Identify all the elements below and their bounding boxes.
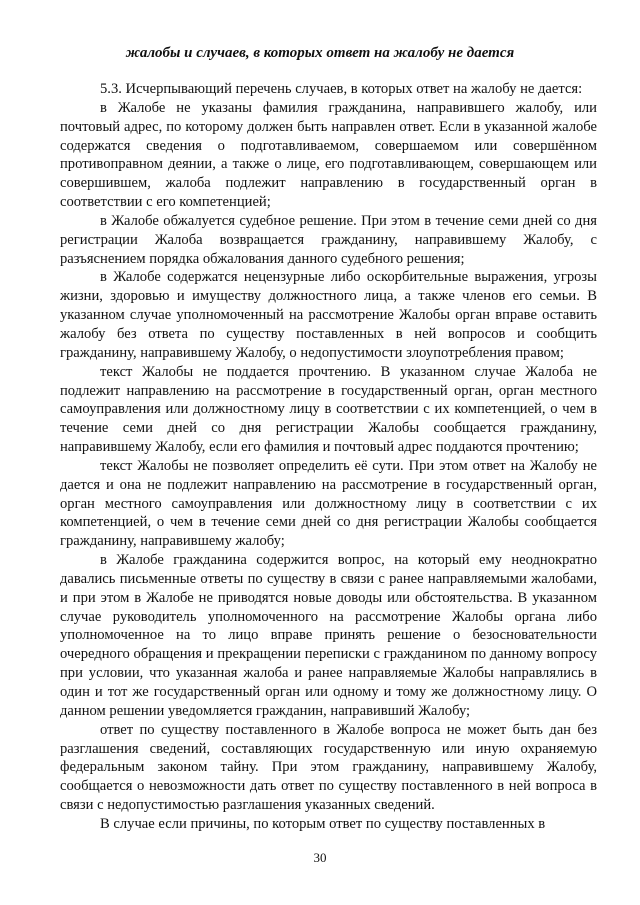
page-number: 30 [313, 850, 327, 865]
section-heading: жалобы и случаев, в которых ответ на жалобу не дается [125, 45, 515, 61]
paragraph-obscene-content: в Жалобе содержатся нецензурные либо оскорбительные выражения, угрозы жизни, здоровью и имуществу должностного лица, а также членов его семьи. В указанном случае уполномоченный на рассмотрение Жалобы орган вправе оставить жалобу без ответа по существу поставленных в ней вопросов и сообщить гражданину, направившему Жалобу, о недопустимости злоупотребления правом; [60, 269, 597, 361]
paragraph-continuation: В случае если причины, по которым ответ по существу поставленных в [100, 815, 546, 832]
paragraph-intro: 5.3. Исчерпывающий перечень случаев, в которых ответ на жалобу не дается: [100, 81, 583, 97]
paragraph-court-decision: в Жалобе обжалуется судебное решение. При этом в течение семи дней со дня регистрации Жалоба возвращается гражданину, направившему Жалобу, с разъяснением порядка обжалования данного судебного решения; [60, 212, 597, 267]
paragraph-unreadable-text: текст Жалобы не поддается прочтению. В указанном случае Жалоба не подлежит направлению на рассмотрение в государственный орган, орган местного самоуправления или должностному лицу в соответствии с их компетенцией, о чем в течение семи дней со дня регистрации Жалобы сообщается гражданину, направившему Жалобу, если его фамилия и почтовый адрес поддаются прочтению; [60, 363, 597, 456]
paragraph-state-secret: ответ по существу поставленного в Жалобе вопроса не может быть дан без разглашения сведений, составляющих государственную или иную охраняемую федеральным законом тайну. При этом гражданину, направившему Жалобу, сообщается о невозможности дать ответ по существу поставленного в ней вопроса в связи с недопустимостью разглашения указанных сведений. [60, 721, 597, 814]
paragraph-no-name-address: в Жалобе не указаны фамилия гражданина, направившего жалобу, или почтовый адрес, по которому должен быть направлен ответ. Если в указанной жалобе содержатся сведения о подготавливаемом, совершаемом или совершённом противоправном деянии, а также о лице, его подготавливающем, совершающем или совершившем, жалоба подлежит направлению в государственный орган в соответствии с его компетенцией; [60, 99, 597, 211]
document-body [60, 80, 597, 834]
paragraph-repeated-question: в Жалобе гражданина содержится вопрос, на который ему неоднократно давались письменные ответы по существу в связи с ранее направляемыми жалобами, и при этом в Жалобе не приводятся новые доводы или обстоятельства. В указанном случае руководитель уполномоченного на рассмотрение Жалобы органа либо уполномоченное на то лицо вправе принять решение о безосновательности очередного обращения и прекращении переписки с гражданином по данному вопросу при условии, что указанная жалоба и ранее направляемые Жалобы направлялись в один и тот же государственный орган или одному и тому же должностному лицу. О данном решении уведомляется гражданин, направивший Жалобу; [60, 552, 597, 719]
paragraph-unclear-essence: текст Жалобы не позволяет определить её сути. При этом ответ на Жалобу не дается и она не подлежит направлению на рассмотрение в государственный орган, орган местного самоуправления или должностному лицу в соответствии с их компетенцией, о чем в течение семи дней со дня регистрации Жалобы сообщается гражданину, направившему жалобу; [60, 457, 597, 550]
